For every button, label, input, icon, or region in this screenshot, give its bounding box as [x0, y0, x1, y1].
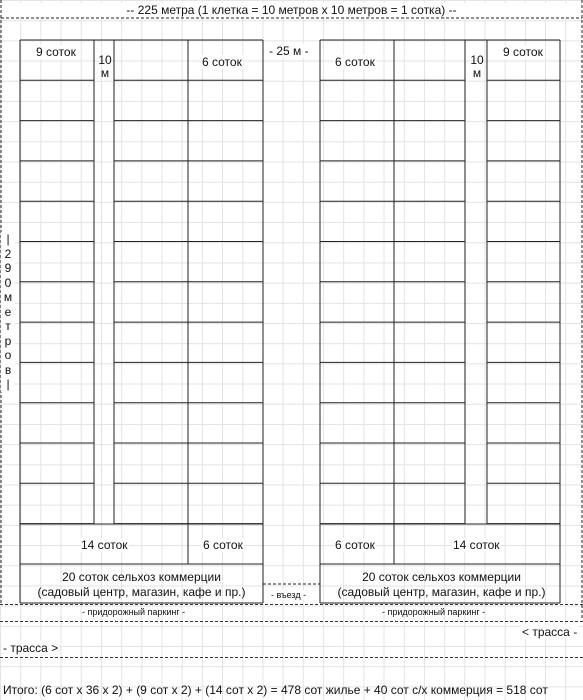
parking-label-right: - придорожный паркинг - [382, 607, 486, 617]
commerce-title: 20 соток сельхоз коммерции [362, 570, 521, 584]
height-label-char: | [6, 232, 10, 246]
highway-label-right: < трасса - [522, 625, 578, 639]
commerce-zone-left [20, 570, 263, 600]
alley-width-value: 10 [98, 53, 112, 67]
parking-boundary [0, 604, 583, 605]
road-width-label: - 25 м - [269, 44, 309, 58]
alley-width-unit: м [100, 66, 110, 80]
plot-label-6-bottom-left: 6 соток [203, 538, 243, 552]
height-label-char: м [3, 290, 13, 304]
height-label-char: 9 [4, 261, 12, 275]
scale-header: -- 225 метра (1 клетка = 10 метров х 10 метров = 1 сотка) -- [0, 3, 583, 17]
height-label-char: в [4, 362, 12, 377]
plot-label-9-right: 9 соток [503, 45, 543, 59]
height-label [1, 232, 15, 392]
alley-width-unit: м [472, 66, 482, 80]
plot-label-6-left: 6 соток [202, 55, 242, 69]
plot-label-6-bottom-right: 6 соток [335, 538, 375, 552]
highway-label-left: - трасса > [3, 641, 59, 655]
parking-label-left: - придорожный паркинг - [82, 607, 186, 617]
height-label-char: т [5, 319, 11, 333]
commerce-title: 20 соток сельхоз коммерции [62, 570, 221, 584]
alley-width-right [470, 54, 484, 80]
plot-label-14-right: 14 соток [453, 538, 500, 552]
height-label-char: е [4, 304, 12, 319]
alley-width-value: 10 [470, 53, 484, 67]
highway-boundary-top [0, 621, 583, 622]
highway-boundary-bottom [0, 657, 583, 658]
height-label-char: о [4, 348, 12, 362]
plot-label-6-right: 6 соток [335, 55, 375, 69]
total-summary: Итого: (6 сот х 36 х 2) + (9 сот х 2) + (14 сот х 2) = 478 сот жилье + 40 сот с/х коммерция = 518 сот [3, 683, 548, 697]
height-label-char: 2 [4, 246, 12, 261]
commerce-description: (садовый центр, магазин, кафе и пр.) [337, 585, 546, 599]
commerce-zone-right [320, 570, 563, 600]
height-label-char: 0 [4, 275, 12, 290]
plot-label-14-left: 14 соток [81, 538, 128, 552]
height-label-char: р [4, 333, 12, 348]
plot-label-9-left: 9 соток [36, 45, 76, 59]
entrance-label: - въезд - [271, 590, 307, 600]
height-label-char: | [6, 377, 10, 391]
alley-width-left [98, 54, 112, 80]
commerce-description: (садовый центр, магазин, кафе и пр.) [37, 585, 246, 599]
